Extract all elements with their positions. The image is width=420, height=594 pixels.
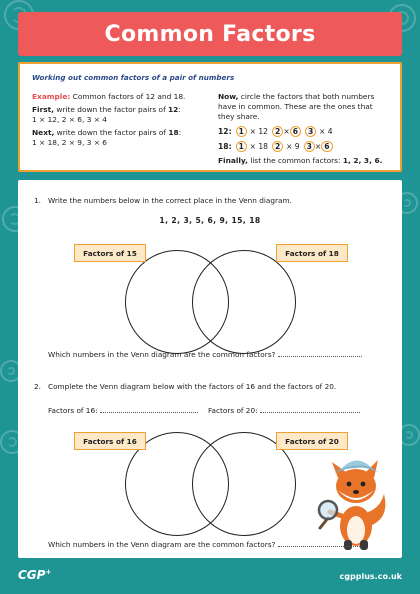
example-left-column (32, 92, 210, 166)
question-text: Which numbers in the Venn diagram are the common factors? (48, 350, 276, 359)
logo-mark: + (45, 568, 52, 576)
finally-answer: 1, 2, 3, 6. (342, 156, 383, 165)
circled-factor: 3 (304, 141, 315, 152)
venn-label-right: Factors of 20 (276, 432, 348, 450)
cgp-logo (18, 568, 51, 582)
circled-factor: 6 (290, 126, 301, 137)
worksheet-box (18, 180, 402, 558)
pair-text: × 18 (249, 142, 269, 151)
first-label: First, (32, 105, 54, 114)
question-2-instruction (34, 382, 336, 391)
question-number: 2. (34, 382, 41, 391)
first-number: 12 (168, 105, 179, 114)
pair-text: × (283, 127, 290, 136)
line-label: 12: (218, 126, 232, 136)
numbers-list: 1, 2, 3, 5, 6, 9, 15, 18 (159, 216, 261, 225)
next-colon: : (178, 128, 182, 137)
answer-line[interactable] (260, 406, 360, 413)
venn-label-left: Factors of 16 (74, 432, 146, 450)
question-1-instruction (34, 196, 292, 205)
next-number: 18 (168, 128, 179, 137)
pair-text: × 4 (318, 127, 333, 136)
factors-20-field (208, 406, 360, 415)
logo-text: CGP (18, 568, 46, 582)
circled-factor: 3 (305, 126, 316, 137)
website-url[interactable]: cgpplus.co.uk (339, 572, 402, 581)
venn-circle-right (192, 250, 296, 354)
answer-line[interactable] (278, 350, 362, 357)
page-title: Common Factors (104, 21, 316, 47)
title-banner (18, 12, 402, 56)
factors-16-field (48, 406, 198, 415)
circled-pairs-18 (218, 141, 388, 152)
finally-label: Finally, (218, 156, 248, 165)
field-label: Factors of 20: (208, 406, 258, 415)
now-label: Now, (218, 92, 239, 101)
circled-factor: 2 (272, 141, 283, 152)
circled-factor: 6 (321, 141, 332, 152)
instruction-text: Complete the Venn diagram below with the factors of 16 and the factors of 20. (48, 382, 337, 391)
venn-label-left: Factors of 15 (74, 244, 146, 262)
finally-text: list the common factors: (250, 156, 341, 165)
worked-example-box (18, 62, 402, 172)
question-number: 1. (34, 196, 41, 205)
pair-text: × (314, 142, 322, 151)
answer-line[interactable] (100, 406, 198, 413)
line-label: 18: (218, 141, 232, 151)
next-label: Next, (32, 128, 55, 137)
circled-pairs-12 (218, 126, 388, 137)
circled-factor: 2 (272, 126, 283, 137)
pair-text: × 12 (249, 127, 269, 136)
answer-line[interactable] (278, 540, 362, 547)
factor-pairs-18: 1 × 18, 2 × 9, 3 × 6 (32, 138, 107, 147)
first-colon: : (178, 105, 181, 114)
field-label: Factors of 16: (48, 406, 98, 415)
now-text: circle the factors that both numbers have in common. These are the ones that they share. (218, 92, 375, 121)
example-right-column (218, 92, 388, 166)
factor-pairs-12: 1 × 12, 2 × 6, 3 × 4 (32, 115, 107, 124)
next-text: write down the factor pairs of (56, 128, 167, 137)
example-heading: Working out common factors of a pair of numbers (32, 73, 235, 82)
circled-factor: 1 (236, 126, 247, 137)
pair-text: × 9 (285, 142, 300, 151)
question-text: Which numbers in the Venn diagram are the common factors? (48, 540, 276, 549)
fox-detective-illustration (314, 448, 390, 552)
circled-factor: 1 (236, 141, 247, 152)
first-text: write down the factor pairs of (56, 105, 166, 114)
question-1-prompt (48, 350, 362, 359)
example-label: Example: (32, 92, 71, 101)
question-2-prompt (48, 540, 362, 549)
example-text: Common factors of 12 and 18. (72, 92, 186, 101)
venn-label-right: Factors of 18 (276, 244, 348, 262)
instruction-text: Write the numbers below in the correct place in the Venn diagram. (48, 196, 292, 205)
